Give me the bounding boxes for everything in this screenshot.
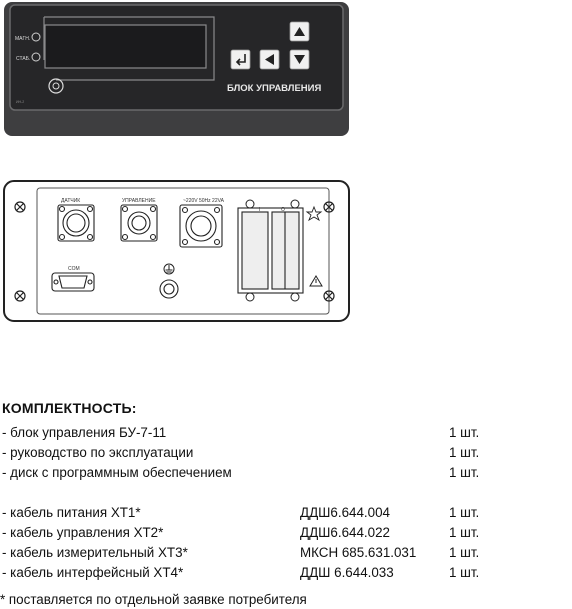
brand-label: БЛОК УПРАВЛЕНИЯ: [227, 83, 322, 94]
down-button[interactable]: [290, 50, 309, 69]
connector-power-label: ~220V 50Hz 22VA: [183, 198, 224, 204]
switch-on-label: I: [259, 207, 261, 213]
kit-title: КОМПЛЕКТНОСТЬ:: [2, 400, 137, 416]
kit-item-code: ДДШ6.644.004: [300, 505, 390, 520]
corner-mark: ИН-2: [16, 100, 25, 104]
enter-button[interactable]: [231, 50, 250, 69]
kit-item-name: - кабель управления ХТ2*: [2, 525, 164, 540]
kit-item-code: МКСН 685.631.031: [300, 545, 417, 560]
kit-item-name: - кабель интерфейсный ХТ4*: [2, 565, 184, 580]
indicator-bottom-label: СТАБ.: [16, 56, 31, 62]
kit-item-name: - руководство по эксплуатации: [2, 445, 194, 460]
kit-item-qty: 1 шт.: [449, 425, 480, 440]
kit-item-code: ДДШ 6.644.033: [300, 565, 394, 580]
left-button[interactable]: [260, 50, 279, 69]
kit-item-qty: 1 шт.: [449, 545, 480, 560]
up-button[interactable]: [290, 22, 309, 41]
front-panel-drawing: [0, 0, 572, 140]
connector-control-label: УПРАВЛЕНИЕ: [122, 198, 156, 204]
kit-item-code: ДДШ6.644.022: [300, 525, 390, 540]
rear-panel-drawing: [0, 178, 572, 328]
kit-item-qty: 1 шт.: [449, 565, 480, 580]
display-window: [45, 25, 206, 68]
com-label: COM: [68, 266, 80, 272]
kit-item-qty: 1 шт.: [449, 505, 480, 520]
kit-item-name: - блок управления БУ-7-11: [2, 425, 167, 440]
switch-off-label: O: [281, 207, 285, 213]
kit-item-name: - диск с программным обеспечением: [2, 465, 232, 480]
kit-item-qty: 1 шт.: [449, 465, 480, 480]
indicator-top-label: МАГН.: [15, 36, 31, 42]
connector-sensor-label: ДАТЧИК: [61, 198, 81, 204]
kit-footnote: * поставляется по отдельной заявке потребителя: [0, 592, 307, 607]
kit-item-name: - кабель измерительный ХТ3*: [2, 545, 188, 560]
kit-item-qty: 1 шт.: [449, 445, 480, 460]
kit-item-qty: 1 шт.: [449, 525, 480, 540]
kit-item-name: - кабель питания ХТ1*: [2, 505, 141, 520]
